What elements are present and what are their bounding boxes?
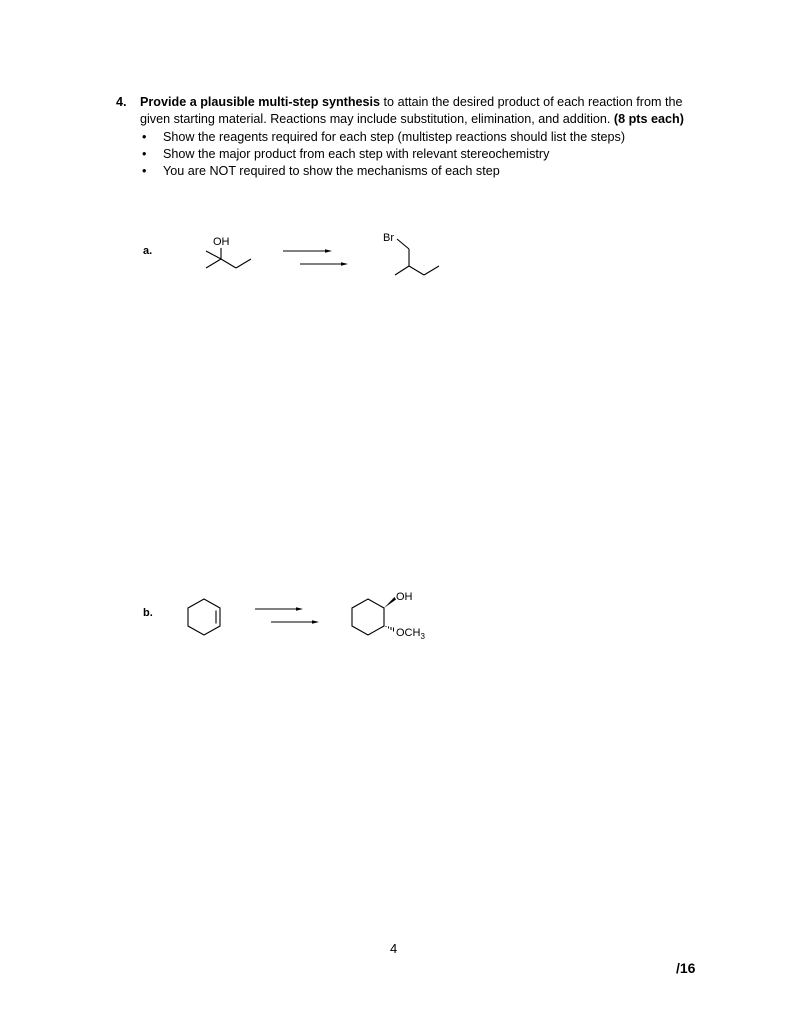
question-4 — [116, 94, 696, 180]
part-a-label: a. — [143, 245, 153, 257]
reaction-arrow-a — [283, 251, 346, 264]
arrowhead-icon — [296, 607, 303, 611]
page-number: 4 — [390, 941, 398, 956]
part-b-reaction — [0, 585, 791, 665]
question-prompt — [140, 94, 696, 127]
part-b-label: b. — [143, 607, 153, 619]
instruction-text: You are NOT required to show the mechanisms of each step — [163, 164, 500, 178]
question-title: Provide a plausible multi-step synthesis — [140, 95, 381, 109]
product-b-oh-label: OH — [396, 591, 413, 603]
arrowhead-icon — [312, 620, 319, 624]
bullet-icon: • — [142, 164, 147, 178]
och3-text: OCH — [396, 627, 421, 639]
cyclohexene-structure — [188, 599, 220, 635]
bullet-icon: • — [142, 147, 147, 161]
wedge-bond-icon — [384, 597, 396, 608]
instruction-item — [116, 129, 696, 146]
hash-bond-icon — [386, 626, 394, 632]
question-number: 4. — [116, 95, 127, 109]
reactant-a-oh-label: OH — [213, 236, 230, 248]
product-b-ring — [352, 599, 384, 635]
arrowhead-icon — [341, 262, 348, 266]
product-a-structure — [395, 239, 439, 275]
reactant-a-structure — [206, 248, 251, 268]
bullet-icon: • — [142, 130, 147, 144]
question-text: to attain the desired product of each reaction from the given starting material. Reactions may include substitution, elimination, and addition. — [140, 95, 683, 126]
instruction-text: Show the reagents required for each step (multistep reactions should list the steps) — [163, 130, 626, 144]
part-a-reaction — [0, 220, 791, 540]
instruction-item — [116, 146, 696, 163]
instruction-text: Show the major product from each step with relevant stereochemistry — [163, 147, 550, 161]
arrowhead-icon — [325, 249, 332, 253]
question-points: (8 pts each) — [613, 111, 684, 126]
reaction-arrow-b — [255, 609, 317, 622]
product-b-och3-label — [396, 627, 425, 641]
instruction-list — [116, 129, 696, 180]
och3-subscript: 3 — [420, 632, 425, 641]
instruction-item — [116, 163, 696, 180]
score-total: /16 — [676, 960, 696, 976]
product-a-br-label: Br — [383, 232, 394, 244]
